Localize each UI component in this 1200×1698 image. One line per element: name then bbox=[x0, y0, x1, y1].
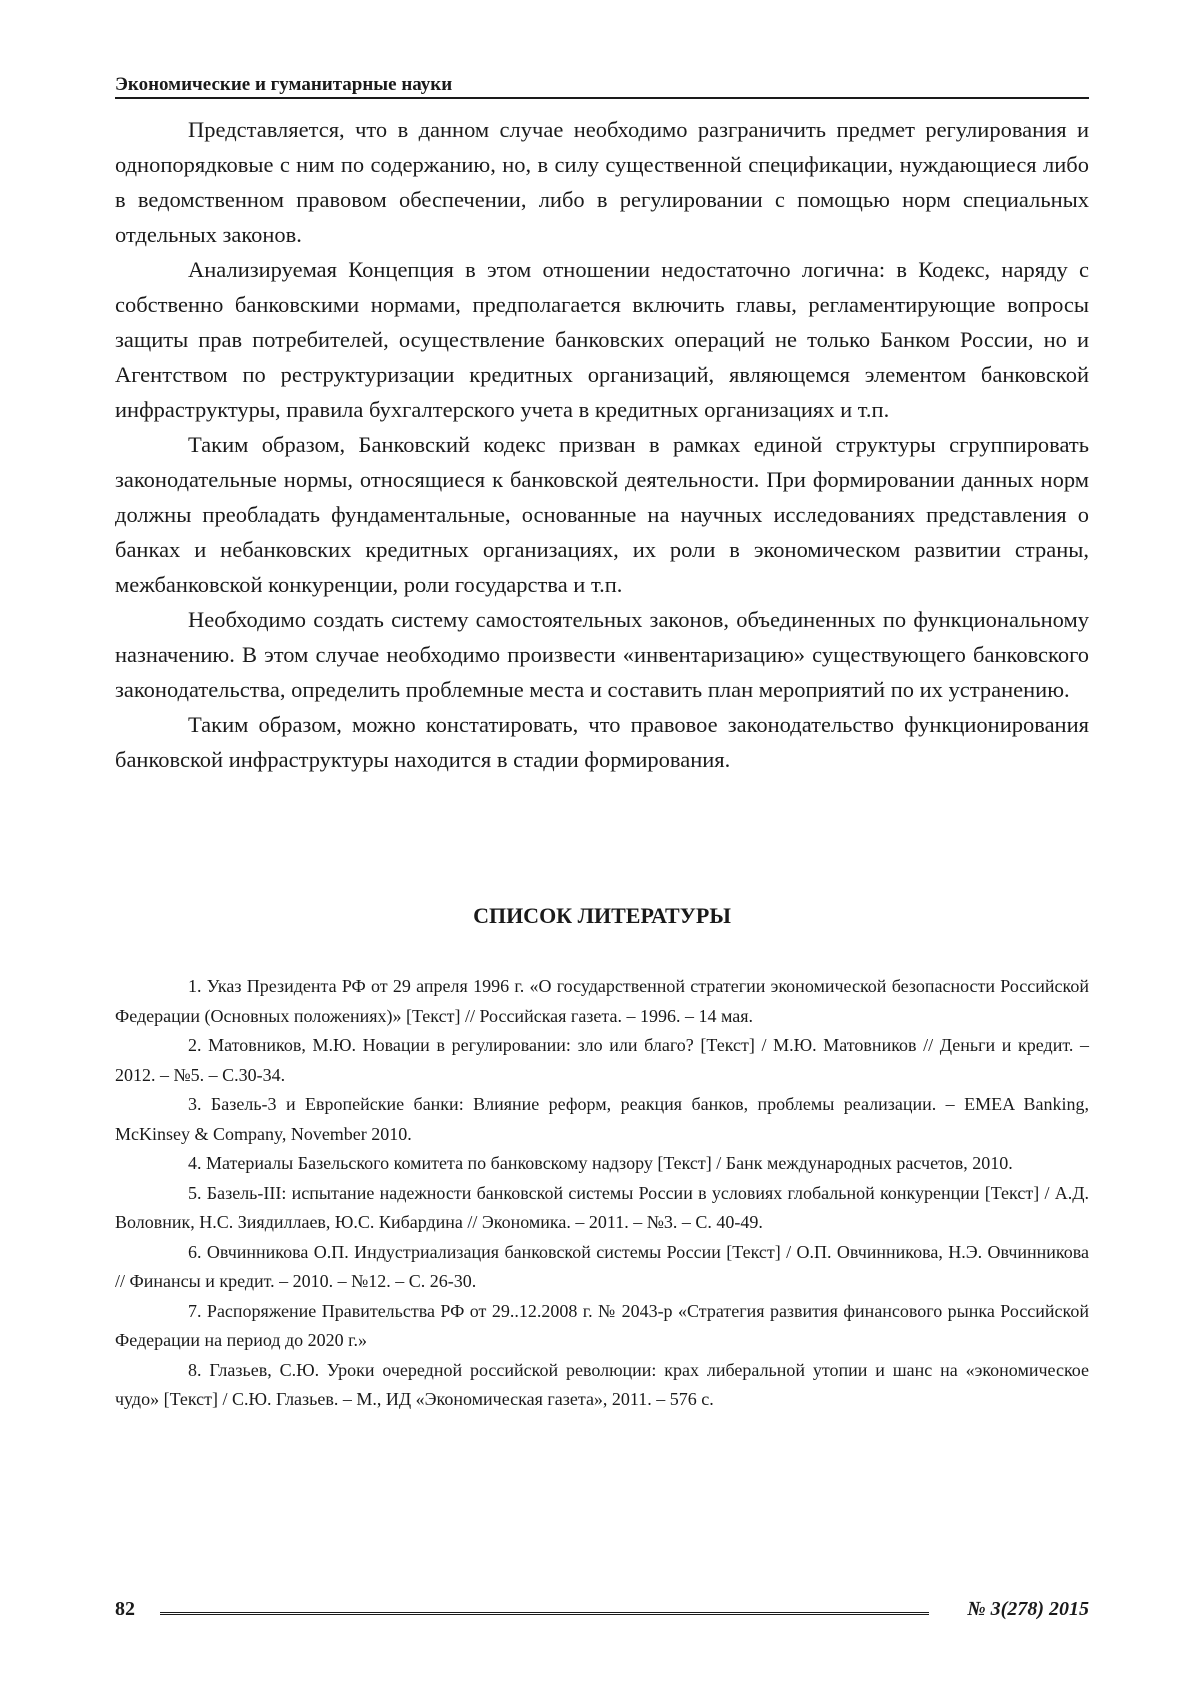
references-list bbox=[115, 972, 1089, 1415]
reference-item: 7. Распоряжение Правительства РФ от 29..12.2008 г. № 2043-р «Стратегия развития финансового рынка Российской Федерации на период до 2020 г.» bbox=[115, 1300, 1089, 1350]
reference-item: 4. Материалы Базельского комитета по банковскому надзору [Текст] / Банк международных расчетов, 2010. bbox=[188, 1153, 1013, 1173]
reference-item: 5. Базель-III: испытание надежности банковской системы России в условиях глобальной конкуренции [Текст] / А.Д. Воловник, Н.С. Зиядиллаев, Ю.С. Кибардина // Экономика. – 2011. – №3. – С. 40-49. bbox=[115, 1182, 1089, 1232]
section-title: Экономические и гуманитарные науки bbox=[115, 74, 453, 95]
issue-label: № 3(278) 2015 bbox=[967, 1598, 1089, 1620]
reference-item: 6. Овчинникова О.П. Индустриализация банковской системы России [Текст] / О.П. Овчинникова, Н.Э. Овчинникова // Финансы и кредит. – 2010. – №12. – С. 26-30. bbox=[115, 1241, 1089, 1291]
body-paragraph: Таким образом, можно констатировать, что правовое законодательство функционирования банковской инфраструктуры находится в стадии формирования. bbox=[115, 712, 1089, 772]
reference-item: 1. Указ Президента РФ от 29 апреля 1996 г. «О государственной стратегии экономической безопасности Российской Федерации (Основных положениях)» [Текст] // Российская газета. – 1996. – 14 мая. bbox=[115, 976, 1089, 1026]
reference-item: 2. Матовников, М.Ю. Новации в регулировании: зло или благо? [Текст] / М.Ю. Матовников // Деньги и кредит. – 2012. – №5. – С.30-34. bbox=[115, 1035, 1089, 1085]
page-footer bbox=[115, 1596, 1089, 1626]
body-paragraph: Таким образом, Банковский кодекс призван в рамках единой структуры сгруппировать законодательные нормы, относящиеся к банковской деятельности. При формировании данных норм должны преобладать фундаментальные, основанные на научных исследованиях представления о банках и небанковских кредитных организациях, их роли в экономическом развитии страны, межбанковской конкуренции, роли государства и т.п. bbox=[115, 432, 1089, 597]
running-header bbox=[115, 74, 1089, 99]
body-paragraph: Анализируемая Концепция в этом отношении недостаточно логична: в Кодекс, наряду с собственно банковскими нормами, предполагается включить главы, регламентирующие вопросы защиты прав потребителей, осуществление банковских операций не только Банком России, но и Агентством по реструктуризации кредитных организаций, являющемся элементом банковской инфраструктуры, правила бухгалтерского учета в кредитных организациях и т.п. bbox=[115, 257, 1089, 422]
reference-item: 3. Базель-3 и Европейские банки: Влияние реформ, реакция банков, проблемы реализации. – EMEA Banking, McKinsey & Company, November 2010. bbox=[115, 1094, 1089, 1144]
page-number: 82 bbox=[115, 1598, 135, 1620]
reference-item: 8. Глазьев, С.Ю. Уроки очередной российской революции: крах либеральной утопии и шанс на «экономическое чудо» [Текст] / С.Ю. Глазьев. – М., ИД «Экономическая газета», 2011. – 576 с. bbox=[115, 1359, 1089, 1409]
body-paragraph: Необходимо создать систему самостоятельных законов, объединенных по функциональному назначению. В этом случае необходимо произвести «инвентаризацию» существующего банковского законодательства, определить проблемные места и составить план мероприятий по их устранению. bbox=[115, 607, 1089, 702]
article-body bbox=[115, 112, 1089, 777]
references-heading: СПИСОК ЛИТЕРАТУРЫ bbox=[473, 903, 731, 928]
footer-divider bbox=[160, 1612, 929, 1615]
body-paragraph: Представляется, что в данном случае необходимо разграничить предмет регулирования и однопорядковые с ним по содержанию, но, в силу существенной спецификации, нуждающиеся либо в ведомственном правовом обеспечении, либо в регулировании с помощью норм специальных отдельных законов. bbox=[115, 117, 1089, 247]
